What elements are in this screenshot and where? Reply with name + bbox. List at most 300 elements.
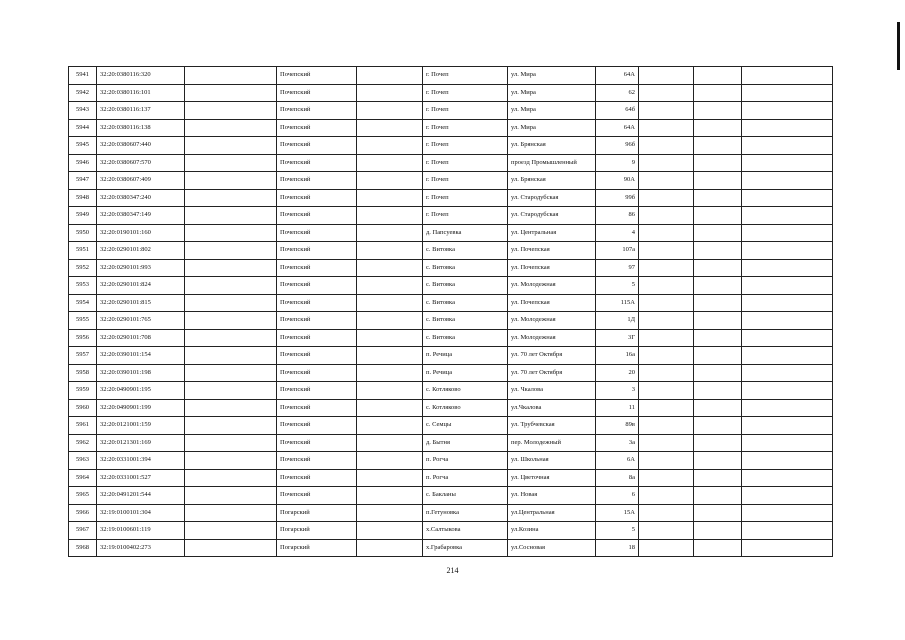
cell-blank-col-11 [742, 242, 833, 260]
cell-house-number: 6А [596, 452, 639, 470]
cell-row-number: 5954 [69, 294, 97, 312]
cell-house-number: 107а [596, 242, 639, 260]
table-row [69, 364, 833, 382]
cell-cadastral-number: 32:20:0121301:169 [97, 434, 185, 452]
cell-blank-col-5 [357, 224, 423, 242]
cell-cadastral-number: 32:20:0290101:815 [97, 294, 185, 312]
cell-blank-col-3 [185, 382, 277, 400]
table-row [69, 207, 833, 225]
cell-street: ул. Почепская [508, 242, 596, 260]
cell-street: ул.Сосновая [508, 539, 596, 557]
cell-district: Почепский [277, 119, 357, 137]
cell-district: Почепский [277, 189, 357, 207]
cell-street: ул.Центральная [508, 504, 596, 522]
cell-row-number: 5952 [69, 259, 97, 277]
table-row [69, 172, 833, 190]
cell-row-number: 5945 [69, 137, 97, 155]
table-row [69, 67, 833, 85]
cell-blank-col-9 [639, 452, 694, 470]
table-row [69, 189, 833, 207]
cell-blank-col-10 [694, 242, 742, 260]
cell-blank-col-10 [694, 364, 742, 382]
cell-blank-col-5 [357, 119, 423, 137]
cell-cadastral-number: 32:20:0380347:240 [97, 189, 185, 207]
table-row [69, 312, 833, 330]
cell-street: ул. Мира [508, 67, 596, 85]
cell-blank-col-3 [185, 102, 277, 120]
cell-district: Почепский [277, 259, 357, 277]
cell-blank-col-5 [357, 364, 423, 382]
cell-street: ул. Трубчевская [508, 417, 596, 435]
cell-blank-col-3 [185, 294, 277, 312]
cell-house-number: 64А [596, 67, 639, 85]
cell-row-number: 5946 [69, 154, 97, 172]
cell-row-number: 5964 [69, 469, 97, 487]
cell-street: ул. Стародубская [508, 189, 596, 207]
cell-district: Погарский [277, 539, 357, 557]
cell-house-number: 64А [596, 119, 639, 137]
cell-house-number: 62 [596, 84, 639, 102]
cell-row-number: 5950 [69, 224, 97, 242]
cell-row-number: 5941 [69, 67, 97, 85]
cell-street: ул. Молодежная [508, 277, 596, 295]
cell-blank-col-9 [639, 364, 694, 382]
cell-blank-col-3 [185, 399, 277, 417]
cell-blank-col-11 [742, 329, 833, 347]
cell-cadastral-number: 32:19:0100402:273 [97, 539, 185, 557]
cell-blank-col-5 [357, 382, 423, 400]
cell-settlement: с. Витовка [423, 329, 508, 347]
cell-settlement: д. Папсуевка [423, 224, 508, 242]
cell-blank-col-5 [357, 84, 423, 102]
cell-blank-col-5 [357, 329, 423, 347]
cell-house-number: 97 [596, 259, 639, 277]
cell-cadastral-number: 32:20:0290101:824 [97, 277, 185, 295]
cell-row-number: 5943 [69, 102, 97, 120]
cell-district: Почепский [277, 382, 357, 400]
cell-house-number: 20 [596, 364, 639, 382]
cell-blank-col-3 [185, 452, 277, 470]
cell-blank-col-11 [742, 399, 833, 417]
cell-blank-col-9 [639, 154, 694, 172]
cell-blank-col-9 [639, 294, 694, 312]
cell-blank-col-9 [639, 119, 694, 137]
cell-blank-col-11 [742, 469, 833, 487]
cell-district: Почепский [277, 364, 357, 382]
cell-house-number: 1Д [596, 312, 639, 330]
cell-cadastral-number: 32:20:0380116:137 [97, 102, 185, 120]
cell-blank-col-5 [357, 259, 423, 277]
cell-blank-col-9 [639, 207, 694, 225]
cell-district: Почепский [277, 277, 357, 295]
cell-street: ул. Мира [508, 119, 596, 137]
cell-cadastral-number: 32:20:0121001:159 [97, 417, 185, 435]
cell-cadastral-number: 32:20:0390101:154 [97, 347, 185, 365]
cell-row-number: 5942 [69, 84, 97, 102]
cell-blank-col-10 [694, 277, 742, 295]
cell-district: Почепский [277, 469, 357, 487]
table-row [69, 434, 833, 452]
cell-house-number: 64б [596, 102, 639, 120]
cell-blank-col-9 [639, 522, 694, 540]
cell-blank-col-5 [357, 154, 423, 172]
cell-blank-col-10 [694, 434, 742, 452]
cell-street: пер. Молодежный [508, 434, 596, 452]
cell-blank-col-3 [185, 539, 277, 557]
cell-blank-col-3 [185, 487, 277, 505]
cell-street: ул. Почепская [508, 259, 596, 277]
cell-settlement: п. Речица [423, 364, 508, 382]
cell-street: ул. Школьная [508, 452, 596, 470]
table-row [69, 417, 833, 435]
cell-blank-col-10 [694, 417, 742, 435]
cell-blank-col-9 [639, 312, 694, 330]
cell-blank-col-3 [185, 154, 277, 172]
cell-blank-col-11 [742, 294, 833, 312]
cell-blank-col-5 [357, 504, 423, 522]
cell-blank-col-10 [694, 382, 742, 400]
cell-settlement: с. Витовка [423, 242, 508, 260]
cell-row-number: 5965 [69, 487, 97, 505]
cell-house-number: 4 [596, 224, 639, 242]
cell-blank-col-3 [185, 312, 277, 330]
cell-blank-col-11 [742, 487, 833, 505]
cell-row-number: 5951 [69, 242, 97, 260]
cell-blank-col-5 [357, 452, 423, 470]
cell-blank-col-10 [694, 452, 742, 470]
cell-house-number: 6 [596, 487, 639, 505]
cell-blank-col-5 [357, 172, 423, 190]
cell-cadastral-number: 32:20:0490901:199 [97, 399, 185, 417]
cell-settlement: п.Гетуновка [423, 504, 508, 522]
cell-blank-col-10 [694, 487, 742, 505]
cell-house-number: 96б [596, 137, 639, 155]
cell-blank-col-9 [639, 259, 694, 277]
cell-settlement: г. Почеп [423, 102, 508, 120]
cell-settlement: г. Почеп [423, 207, 508, 225]
cell-blank-col-11 [742, 102, 833, 120]
cell-blank-col-11 [742, 172, 833, 190]
cell-blank-col-5 [357, 522, 423, 540]
cell-cadastral-number: 32:19:0100101:304 [97, 504, 185, 522]
cell-blank-col-11 [742, 382, 833, 400]
cell-blank-col-11 [742, 207, 833, 225]
cell-blank-col-5 [357, 189, 423, 207]
cell-blank-col-10 [694, 399, 742, 417]
cell-street: ул. 70 лет Октября [508, 347, 596, 365]
cell-blank-col-9 [639, 67, 694, 85]
cell-settlement: с. Витовка [423, 259, 508, 277]
cell-blank-col-3 [185, 522, 277, 540]
cell-blank-col-5 [357, 294, 423, 312]
cell-cadastral-number: 32:20:0190101:160 [97, 224, 185, 242]
cell-cadastral-number: 32:20:0290101:765 [97, 312, 185, 330]
cell-blank-col-11 [742, 417, 833, 435]
cell-street: ул. Мира [508, 102, 596, 120]
cell-blank-col-3 [185, 329, 277, 347]
cell-district: Почепский [277, 102, 357, 120]
cell-settlement: д. Бытня [423, 434, 508, 452]
cell-blank-col-10 [694, 522, 742, 540]
cell-house-number: 3 [596, 382, 639, 400]
cell-blank-col-3 [185, 434, 277, 452]
cell-settlement: с. Котляково [423, 399, 508, 417]
cell-blank-col-11 [742, 522, 833, 540]
cell-blank-col-5 [357, 312, 423, 330]
cell-blank-col-9 [639, 242, 694, 260]
table-row [69, 137, 833, 155]
cell-blank-col-3 [185, 137, 277, 155]
cell-district: Почепский [277, 294, 357, 312]
cell-blank-col-10 [694, 224, 742, 242]
cell-street: проезд Промышленный [508, 154, 596, 172]
cell-blank-col-5 [357, 539, 423, 557]
cell-row-number: 5968 [69, 539, 97, 557]
table-row [69, 154, 833, 172]
cell-blank-col-3 [185, 67, 277, 85]
page-number: 214 [446, 566, 459, 575]
cell-district: Почепский [277, 154, 357, 172]
cell-blank-col-11 [742, 154, 833, 172]
cell-house-number: 18 [596, 539, 639, 557]
cell-settlement: х.Салтыкова [423, 522, 508, 540]
cell-blank-col-10 [694, 102, 742, 120]
table-row [69, 224, 833, 242]
cell-district: Почепский [277, 452, 357, 470]
cell-district: Почепский [277, 399, 357, 417]
cell-district: Почепский [277, 434, 357, 452]
cell-row-number: 5956 [69, 329, 97, 347]
cell-blank-col-11 [742, 259, 833, 277]
cell-blank-col-9 [639, 329, 694, 347]
cell-blank-col-5 [357, 487, 423, 505]
cell-row-number: 5949 [69, 207, 97, 225]
cell-street: ул. Чкалова [508, 382, 596, 400]
cell-house-number: 15А [596, 504, 639, 522]
cell-settlement: г. Почеп [423, 172, 508, 190]
cell-blank-col-9 [639, 224, 694, 242]
cell-blank-col-11 [742, 539, 833, 557]
cell-cadastral-number: 32:20:0331001:527 [97, 469, 185, 487]
cell-cadastral-number: 32:20:0390101:198 [97, 364, 185, 382]
cell-row-number: 5958 [69, 364, 97, 382]
cell-blank-col-11 [742, 347, 833, 365]
cell-settlement: с. Витовка [423, 294, 508, 312]
table-row [69, 294, 833, 312]
cell-district: Почепский [277, 207, 357, 225]
cell-street: ул.Чкалова [508, 399, 596, 417]
cell-row-number: 5963 [69, 452, 97, 470]
cell-blank-col-9 [639, 84, 694, 102]
cell-blank-col-5 [357, 434, 423, 452]
table-row [69, 539, 833, 557]
cell-blank-col-11 [742, 224, 833, 242]
table-row [69, 102, 833, 120]
cell-cadastral-number: 32:20:0380116:101 [97, 84, 185, 102]
cell-district: Почепский [277, 417, 357, 435]
cell-blank-col-9 [639, 417, 694, 435]
cell-blank-col-11 [742, 277, 833, 295]
cell-blank-col-10 [694, 119, 742, 137]
cell-cadastral-number: 32:20:0380116:138 [97, 119, 185, 137]
cell-house-number: 16а [596, 347, 639, 365]
cell-blank-col-10 [694, 207, 742, 225]
cell-house-number: 8а [596, 469, 639, 487]
cell-cadastral-number: 32:20:0380607:570 [97, 154, 185, 172]
cell-blank-col-9 [639, 469, 694, 487]
table-row [69, 522, 833, 540]
cell-house-number: 99б [596, 189, 639, 207]
cell-blank-col-3 [185, 417, 277, 435]
cell-blank-col-11 [742, 364, 833, 382]
cell-district: Почепский [277, 224, 357, 242]
cell-street: ул.Козина [508, 522, 596, 540]
cell-row-number: 5944 [69, 119, 97, 137]
cell-cadastral-number: 32:20:0331001:394 [97, 452, 185, 470]
cell-blank-col-5 [357, 347, 423, 365]
cell-row-number: 5966 [69, 504, 97, 522]
cell-settlement: п. Речица [423, 347, 508, 365]
cell-blank-col-9 [639, 504, 694, 522]
cell-street: ул. Молодежная [508, 329, 596, 347]
cell-blank-col-3 [185, 189, 277, 207]
table-row [69, 347, 833, 365]
cell-blank-col-9 [639, 434, 694, 452]
cell-blank-col-9 [639, 172, 694, 190]
cell-cadastral-number: 32:20:0290101:993 [97, 259, 185, 277]
cell-settlement: г. Почеп [423, 67, 508, 85]
cell-blank-col-9 [639, 539, 694, 557]
cell-district: Почепский [277, 329, 357, 347]
cell-blank-col-5 [357, 102, 423, 120]
cell-blank-col-3 [185, 242, 277, 260]
table-row [69, 469, 833, 487]
cell-district: Погарский [277, 504, 357, 522]
cell-blank-col-9 [639, 189, 694, 207]
cell-settlement: с. Котляково [423, 382, 508, 400]
cell-blank-col-10 [694, 154, 742, 172]
cell-blank-col-11 [742, 67, 833, 85]
cell-blank-col-10 [694, 67, 742, 85]
cell-row-number: 5957 [69, 347, 97, 365]
scan-edge-mark [897, 22, 900, 70]
cell-district: Почепский [277, 312, 357, 330]
registry-body [69, 67, 833, 557]
table-row [69, 119, 833, 137]
cell-street: ул. Почепская [508, 294, 596, 312]
cell-blank-col-11 [742, 189, 833, 207]
cell-blank-col-11 [742, 434, 833, 452]
cell-row-number: 5955 [69, 312, 97, 330]
cell-blank-col-11 [742, 137, 833, 155]
cell-blank-col-10 [694, 504, 742, 522]
cell-blank-col-10 [694, 294, 742, 312]
table-row [69, 259, 833, 277]
cell-blank-col-11 [742, 84, 833, 102]
table-row [69, 399, 833, 417]
cell-blank-col-3 [185, 364, 277, 382]
cell-blank-col-11 [742, 119, 833, 137]
cell-street: ул. Стародубская [508, 207, 596, 225]
cell-settlement: г. Почеп [423, 137, 508, 155]
cell-settlement: п. Рогча [423, 452, 508, 470]
cell-blank-col-9 [639, 382, 694, 400]
cell-blank-col-3 [185, 119, 277, 137]
cell-blank-col-10 [694, 172, 742, 190]
cell-settlement: с. Бакланы [423, 487, 508, 505]
cell-street: ул. Новая [508, 487, 596, 505]
cell-blank-col-3 [185, 469, 277, 487]
cell-cadastral-number: 32:20:0290101:708 [97, 329, 185, 347]
cell-district: Почепский [277, 67, 357, 85]
cell-cadastral-number: 32:20:0380607:409 [97, 172, 185, 190]
cell-house-number: 115А [596, 294, 639, 312]
cell-blank-col-5 [357, 469, 423, 487]
cell-blank-col-9 [639, 137, 694, 155]
cell-row-number: 5947 [69, 172, 97, 190]
cell-street: ул. 70 лет Октября [508, 364, 596, 382]
cell-settlement: с. Витовка [423, 312, 508, 330]
cell-blank-col-3 [185, 259, 277, 277]
cell-blank-col-5 [357, 417, 423, 435]
cell-row-number: 5961 [69, 417, 97, 435]
cell-settlement: г. Почеп [423, 189, 508, 207]
cell-blank-col-5 [357, 137, 423, 155]
cell-house-number: 5 [596, 522, 639, 540]
cell-district: Почепский [277, 172, 357, 190]
cell-settlement: х.Грабаровка [423, 539, 508, 557]
cell-row-number: 5967 [69, 522, 97, 540]
cell-cadastral-number: 32:19:0100601:119 [97, 522, 185, 540]
cell-settlement: с. Витовка [423, 277, 508, 295]
cell-house-number: 90А [596, 172, 639, 190]
cell-blank-col-11 [742, 312, 833, 330]
cell-settlement: г. Почеп [423, 84, 508, 102]
cell-street: ул. Брянская [508, 172, 596, 190]
cell-blank-col-11 [742, 452, 833, 470]
registry-table [68, 66, 833, 557]
cell-cadastral-number: 32:20:0491201:544 [97, 487, 185, 505]
cell-blank-col-11 [742, 504, 833, 522]
cell-house-number: 11 [596, 399, 639, 417]
cell-street: ул. Цветочная [508, 469, 596, 487]
cell-blank-col-3 [185, 207, 277, 225]
cell-settlement: г. Почеп [423, 154, 508, 172]
cell-settlement: п. Рогча [423, 469, 508, 487]
cell-district: Почепский [277, 347, 357, 365]
cell-settlement: г. Почеп [423, 119, 508, 137]
cell-house-number: 3Г [596, 329, 639, 347]
cell-district: Почепский [277, 137, 357, 155]
cell-house-number: 86 [596, 207, 639, 225]
cell-row-number: 5953 [69, 277, 97, 295]
cell-blank-col-10 [694, 137, 742, 155]
cell-blank-col-10 [694, 469, 742, 487]
cell-blank-col-5 [357, 207, 423, 225]
cell-district: Погарский [277, 522, 357, 540]
table-row [69, 452, 833, 470]
cell-cadastral-number: 32:20:0490901:195 [97, 382, 185, 400]
cell-blank-col-5 [357, 277, 423, 295]
cell-settlement: с. Семцы [423, 417, 508, 435]
cell-row-number: 5948 [69, 189, 97, 207]
cell-row-number: 5960 [69, 399, 97, 417]
cell-street: ул. Центральная [508, 224, 596, 242]
cell-cadastral-number: 32:20:0380116:320 [97, 67, 185, 85]
cell-house-number: 3а [596, 434, 639, 452]
cell-house-number: 89в [596, 417, 639, 435]
cell-row-number: 5959 [69, 382, 97, 400]
